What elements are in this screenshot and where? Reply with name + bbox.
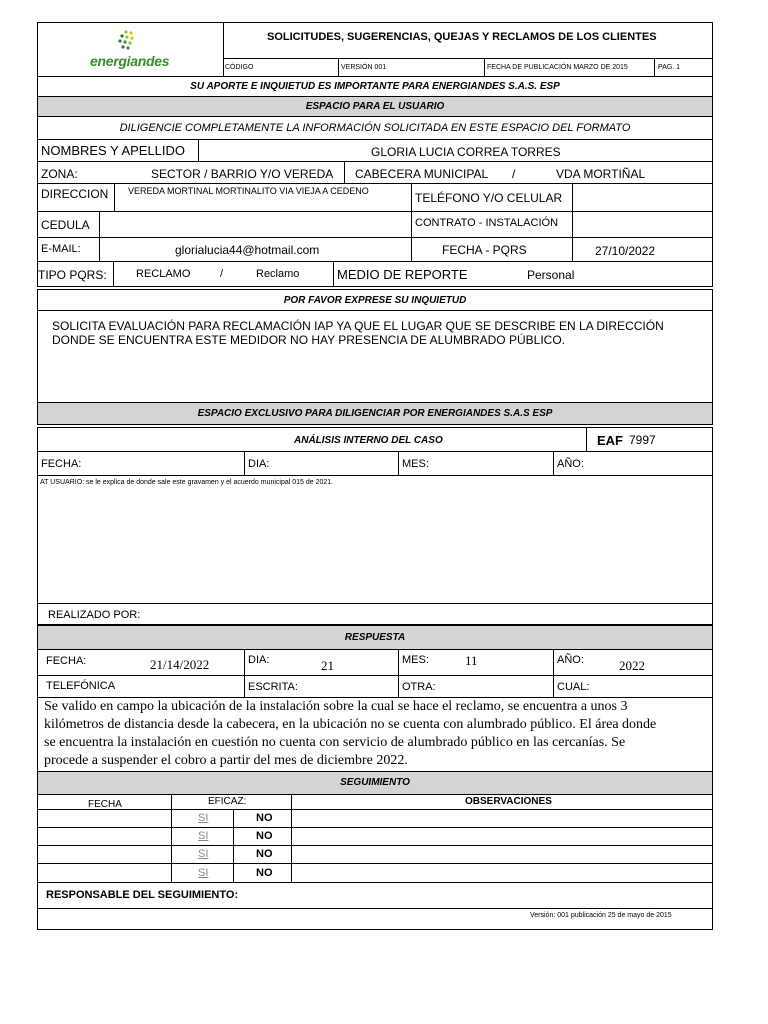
medium-value[interactable]: Personal	[527, 268, 575, 282]
response-day-value[interactable]: 21	[321, 658, 334, 673]
followup-date-field[interactable]	[38, 846, 172, 863]
form-title: SOLICITUDES, SUGERENCIAS, QUEJAS Y RECLAMOS DE LOS CLIENTES	[267, 31, 657, 43]
followup-row	[37, 828, 713, 846]
internal-title-row	[37, 403, 713, 425]
internal-month-label: MES:	[402, 458, 429, 470]
internal-day-label: DIA:	[248, 458, 270, 470]
response-other-label: OTRA:	[402, 681, 436, 693]
address-label: DIRECCION	[41, 187, 109, 201]
instruction-row	[37, 117, 713, 140]
user-section-title: ESPACIO PARA EL USUARIO	[305, 101, 445, 112]
logo	[38, 23, 224, 76]
type-row	[37, 262, 713, 287]
zone-row	[37, 162, 713, 184]
phone-value-field[interactable]	[573, 184, 712, 211]
eaf-value[interactable]: 7997	[629, 433, 656, 447]
page-label: PAG. 1	[658, 64, 681, 71]
observations-label: OBSERVACIONES	[465, 796, 552, 807]
internal-year-label: AÑO:	[557, 458, 584, 470]
followup-header-row	[37, 795, 713, 810]
response-title: RESPUESTA	[344, 632, 406, 643]
id-row	[37, 212, 713, 238]
response-text-line3: se encuentra la instalación en cuestión no cuenta con servicio de alumbrado público en las cercanías. Se	[44, 735, 626, 750]
done-by-label: REALIZADO POR:	[48, 609, 141, 621]
followup-observation-field[interactable]	[292, 864, 712, 882]
type-label: TIPO PQRS:	[38, 268, 107, 282]
followup-no-option[interactable]: NO	[256, 830, 273, 842]
internal-title: ESPACIO EXCLUSIVO PARA DILIGENCIAR POR ENERGIANDES S.A.S ESP	[197, 408, 553, 419]
email-label: E-MAIL:	[41, 243, 81, 255]
responsible-label: RESPONSABLE DEL SEGUIMIENTO:	[46, 889, 239, 901]
response-date-label: FECHA:	[46, 655, 87, 667]
followup-si-option[interactable]: SI	[198, 812, 209, 824]
publication-label: FECHA DE PUBLICACIÓN MARZO DE 2015	[487, 64, 628, 71]
name-value[interactable]: GLORIA LUCIA CORREA TORRES	[371, 145, 561, 159]
name-label: NOMBRES Y APELLIDO	[41, 143, 186, 158]
followup-observation-field[interactable]	[292, 846, 712, 863]
type-sub-value[interactable]: Reclamo	[256, 268, 300, 280]
eaf-label: EAF	[597, 433, 623, 448]
followup-title-row	[37, 771, 713, 795]
response-year-label: AÑO:	[557, 654, 584, 666]
inquiry-title: POR FAVOR EXPRESE SU INQUIETUD	[283, 295, 467, 306]
email-row	[37, 238, 713, 262]
address-row	[37, 184, 713, 212]
internal-date-label: FECHA:	[41, 458, 82, 470]
followup-no-option[interactable]: NO	[256, 867, 273, 879]
response-text-line4: procede a suspender el cobro a partir del mes de diciembre 2022.	[44, 753, 408, 768]
followup-effective-label: EFICAZ:	[208, 796, 247, 807]
followup-date-field[interactable]	[38, 864, 172, 882]
version-label: VERSIÓN 001	[341, 64, 387, 71]
banner-text: SU APORTE E INQUIETUD ES IMPORTANTE PARA ENERGIANDES S.A.S. ESP	[190, 81, 560, 92]
followup-si-option[interactable]: SI	[198, 867, 209, 879]
inquiry-text-line1: SOLICITA EVALUACIÓN PARA RECLAMACIÓN IAP YA QUE EL LUGAR QUE SE DESCRIBE EN LA DIRECCIÓN	[52, 319, 664, 333]
response-body[interactable]	[37, 698, 713, 771]
phone-label: TELÉFONO Y/O CELULAR	[415, 191, 563, 205]
instruction-text: DILIGENCIE COMPLETAMENTE LA INFORMACIÓN SOLICITADA EN ESTE ESPACIO DEL FORMATO	[119, 122, 631, 134]
logo-dots-icon	[114, 29, 144, 53]
followup-observation-field[interactable]	[292, 810, 712, 827]
header-block	[37, 22, 713, 77]
followup-title: SEGUIMIENTO	[340, 777, 410, 788]
followup-date-field[interactable]	[38, 828, 172, 845]
responsible-row[interactable]	[37, 883, 713, 909]
response-date-row	[37, 650, 713, 676]
response-text-line1: Se valido en campo la ubicación de la instalación sobre la cual se hace el reclamo, se encuentra a unos 3	[44, 699, 628, 714]
response-text-line2: kilómetros de distancia desde la cabecera, en la ubicación no se cuenta con alumbrado público. El área donde	[44, 717, 657, 732]
type-slash: /	[220, 268, 224, 280]
type-value[interactable]: RECLAMO	[136, 268, 191, 280]
logo-text: energiandes	[90, 53, 170, 69]
email-value[interactable]: glorialucia44@hotmail.com	[175, 243, 320, 257]
contract-label: CONTRATO - INSTALACIÓN	[415, 217, 559, 229]
followup-row	[37, 864, 713, 883]
code-label: CÓDIGO	[225, 64, 254, 71]
followup-date-field[interactable]	[38, 810, 172, 827]
followup-no-option[interactable]: NO	[256, 812, 273, 824]
footer-row	[37, 909, 713, 930]
response-year-value[interactable]: 2022	[619, 658, 645, 673]
cabecera-label: CABECERA MUNICIPAL	[355, 167, 489, 181]
banner-row	[37, 77, 713, 97]
address-value[interactable]: VEREDA MORTINAL MORTINALITO VIA VIEJA A CEDENO	[128, 186, 369, 196]
followup-si-option[interactable]: SI	[198, 848, 209, 860]
user-section-title-row	[37, 97, 713, 117]
internal-note: AT USUARIO: se le explica de donde sale este gravamen y el acuerdo municipal 015 de 2021.	[40, 479, 334, 486]
pqrs-date-label: FECHA - PQRS	[442, 243, 527, 257]
name-row	[37, 140, 713, 162]
response-date-value[interactable]: 21/14/2022	[150, 657, 210, 672]
analysis-label: ANÁLISIS INTERNO DEL CASO	[294, 435, 443, 446]
contract-value-field[interactable]	[573, 212, 712, 237]
id-value-field[interactable]	[100, 212, 412, 237]
pqrs-date-value[interactable]: 27/10/2022	[595, 244, 656, 258]
header-meta-row	[223, 58, 712, 77]
followup-row	[37, 846, 713, 864]
followup-si-option[interactable]: SI	[198, 830, 209, 842]
internal-date-row	[37, 452, 713, 476]
response-phone-label: TELEFÓNICA	[46, 680, 116, 692]
inquiry-title-row	[37, 289, 713, 311]
done-by-row	[37, 603, 713, 625]
footer-version: Versión: 001 publicación 25 de mayo de 2015	[530, 912, 672, 919]
inquiry-body[interactable]	[37, 311, 713, 403]
response-month-label: MES:	[402, 654, 429, 666]
vereda-value[interactable]: VDA MORTIÑAL	[556, 167, 646, 181]
inquiry-text-line2: DONDE SE ENCUENTRA ESTE MEDIDOR NO HAY PRESENCIA DE ALUMBRADO PÚBLICO.	[52, 333, 565, 347]
response-title-row	[37, 625, 713, 650]
sector-label: SECTOR / BARRIO Y/O VEREDA	[151, 167, 334, 181]
followup-date-label: FECHA	[88, 799, 122, 809]
zone-label: ZONA:	[41, 167, 78, 181]
analysis-row	[37, 427, 713, 452]
zone-slash: /	[512, 167, 516, 181]
internal-notes[interactable]	[37, 476, 713, 604]
response-which-label: CUAL:	[557, 681, 590, 693]
response-written-label: ESCRITA:	[248, 681, 298, 693]
id-label: CEDULA	[41, 218, 90, 232]
response-channel-row	[37, 676, 713, 698]
response-day-label: DIA:	[248, 654, 270, 666]
followup-row	[37, 810, 713, 828]
followup-observation-field[interactable]	[292, 828, 712, 845]
response-month-value[interactable]: 11	[465, 653, 478, 668]
followup-no-option[interactable]: NO	[256, 848, 273, 860]
medium-label: MEDIO DE REPORTE	[337, 267, 468, 282]
